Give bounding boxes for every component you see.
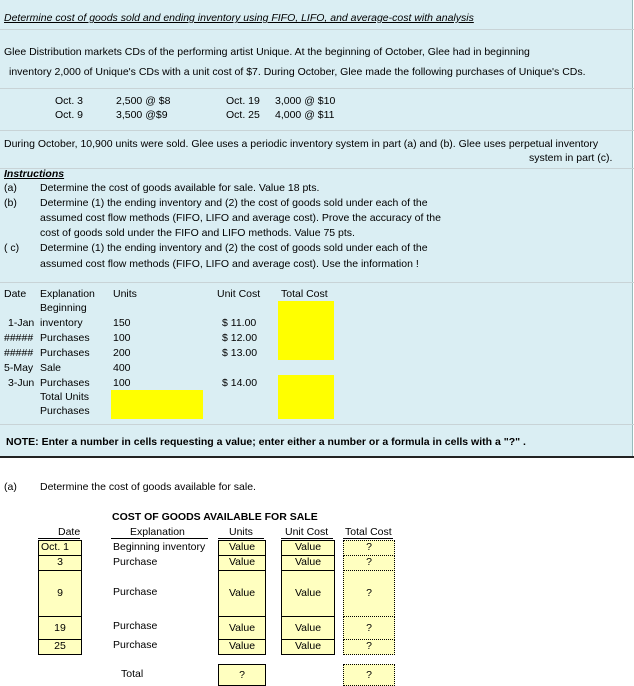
row-explanation: Beginning inventory (113, 541, 206, 553)
col-header-units: Units (229, 526, 253, 538)
col-header-unit-cost: Unit Cost (285, 526, 329, 538)
row-units: 100 (113, 332, 131, 344)
total-cost-input[interactable]: ? (343, 540, 395, 556)
purchase-date: Oct. 25 (226, 109, 260, 121)
col-header-units: Units (113, 288, 137, 300)
row-explanation: inventory (40, 317, 83, 329)
gridline (0, 88, 634, 89)
instructions-heading: Instructions (4, 168, 65, 180)
purchase-qty: 3,500 @$9 (116, 109, 168, 121)
row-units: 200 (113, 347, 131, 359)
unit-cost-input[interactable]: Value (281, 555, 335, 571)
row-explanation: Purchases (40, 332, 90, 344)
beginning-label: Beginning (40, 302, 87, 314)
row-date: 1-Jan (8, 317, 35, 329)
col-header-unit-cost: Unit Cost (217, 288, 261, 300)
row-explanation: Purchase (113, 586, 158, 598)
purchase-date: Oct. 3 (55, 95, 84, 107)
sold-line-1: During October, 10,900 units were sold. Glee uses a periodic inventory system in part (a) and (b). Glee uses perpetual inventory (4, 138, 599, 150)
col-header-explanation: Explanation (40, 288, 95, 300)
instruction-text: assumed cost flow methods (FIFO, LIFO and average cost). Prove the accuracy of the (40, 212, 441, 224)
header-underline (218, 538, 264, 539)
total-cost-input[interactable]: ? (343, 570, 395, 617)
gridline (0, 168, 634, 169)
header-underline (111, 538, 208, 539)
part-a-tag: (a) (4, 481, 17, 493)
purchase-date: Oct. 19 (226, 95, 260, 107)
total-units-label: Total Units (40, 391, 90, 403)
instruction-text: Determine (1) the ending inventory and (2) the cost of goods sold under each of the (40, 242, 428, 254)
instruction-tag: ( c) (4, 242, 20, 254)
total-cost-input[interactable] (278, 375, 334, 419)
row-unit-cost: $ 12.00 (222, 332, 258, 344)
row-unit-cost: $ 14.00 (222, 377, 258, 389)
purchases-label: Purchases (40, 405, 90, 417)
part-a-text: Determine the cost of goods available for sale. (40, 481, 256, 493)
col-header-total-cost: Total Cost (345, 526, 392, 538)
cogs-table-title: COST OF GOODS AVAILABLE FOR SALE (112, 511, 318, 523)
row-units: 100 (113, 377, 131, 389)
row-explanation: Purchases (40, 377, 90, 389)
intro-line-2: inventory 2,000 of Unique's CDs with a unit cost of $7. During October, Glee made the following purchases of Unique's CDs. (9, 66, 586, 78)
row-date: ##### (4, 347, 34, 359)
date-input[interactable]: 25 (38, 639, 82, 655)
units-input[interactable]: Value (218, 616, 266, 640)
date-input[interactable]: 19 (38, 616, 82, 640)
purchase-qty: 3,000 @ $10 (275, 95, 336, 107)
row-explanation: Purchase (113, 639, 158, 651)
total-cost-input[interactable]: ? (343, 616, 395, 640)
col-header-date: Date (4, 288, 27, 300)
row-date: ##### (4, 332, 34, 344)
units-input[interactable]: Value (218, 540, 266, 556)
col-header-date: Date (58, 526, 81, 538)
gridline (0, 424, 634, 425)
row-explanation: Purchase (113, 620, 158, 632)
date-input[interactable]: Oct. 1 (38, 540, 82, 556)
row-unit-cost: $ 13.00 (222, 347, 258, 359)
instruction-text: assumed cost flow methods (FIFO, LIFO and average cost). Use the information ! (40, 258, 419, 270)
total-cost-input[interactable] (278, 301, 334, 360)
total-units-input[interactable] (111, 390, 203, 419)
header-underline (281, 538, 333, 539)
col-header-explanation: Explanation (130, 526, 185, 538)
instruction-text: Determine the cost of goods available for sale. Value 18 pts. (40, 182, 320, 194)
row-date: 3-Jun (8, 377, 35, 389)
instruction-text: cost of goods sold under the FIFO and LIFO methods. Value 75 pts. (40, 227, 355, 239)
total-cost-sum-input[interactable]: ? (343, 664, 395, 686)
gridline (0, 29, 634, 30)
purchase-qty: 4,000 @ $11 (275, 109, 335, 121)
row-date: 5-May (4, 362, 34, 374)
units-input[interactable]: Value (218, 639, 266, 655)
row-unit-cost: $ 11.00 (222, 317, 257, 329)
unit-cost-input[interactable]: Value (281, 570, 335, 617)
row-explanation: Purchase (113, 556, 158, 568)
header-underline (38, 538, 80, 539)
instruction-tag: (b) (4, 197, 17, 209)
total-label: Total (121, 668, 144, 680)
row-explanation: Purchases (40, 347, 90, 359)
total-cost-input[interactable]: ? (343, 639, 395, 655)
unit-cost-input[interactable]: Value (281, 616, 335, 640)
instruction-tag: (a) (4, 182, 17, 194)
purchase-date: Oct. 9 (55, 109, 84, 121)
date-input[interactable]: 3 (38, 555, 82, 571)
gridline (0, 130, 634, 131)
row-units: 150 (113, 317, 131, 329)
row-units: 400 (113, 362, 131, 374)
intro-line-1: Glee Distribution markets CDs of the performing artist Unique. At the beginning of October, Glee had in beginning (4, 46, 530, 58)
date-input[interactable]: 9 (38, 570, 82, 617)
units-input[interactable]: Value (218, 555, 266, 571)
note-text: NOTE: Enter a number in cells requesting a value; enter either a number or a formula in cells with a "?" . (6, 436, 526, 448)
gridline (0, 282, 634, 283)
units-input[interactable]: Value (218, 570, 266, 617)
sold-line-2: system in part (c). (529, 152, 613, 164)
unit-cost-input[interactable]: Value (281, 540, 335, 556)
col-header-total-cost: Total Cost (281, 288, 328, 300)
unit-cost-input[interactable]: Value (281, 639, 335, 655)
total-cost-input[interactable]: ? (343, 555, 395, 571)
header-underline (343, 538, 393, 539)
page-title: Determine cost of goods sold and ending inventory using FIFO, LIFO, and average-cost with analysis (4, 12, 474, 24)
row-explanation: Sale (40, 362, 62, 374)
section-separator (0, 456, 634, 458)
instruction-text: Determine (1) the ending inventory and (2) the cost of goods sold under each of the (40, 197, 428, 209)
total-units-input[interactable]: ? (218, 664, 266, 686)
purchase-qty: 2,500 @ $8 (116, 95, 171, 107)
